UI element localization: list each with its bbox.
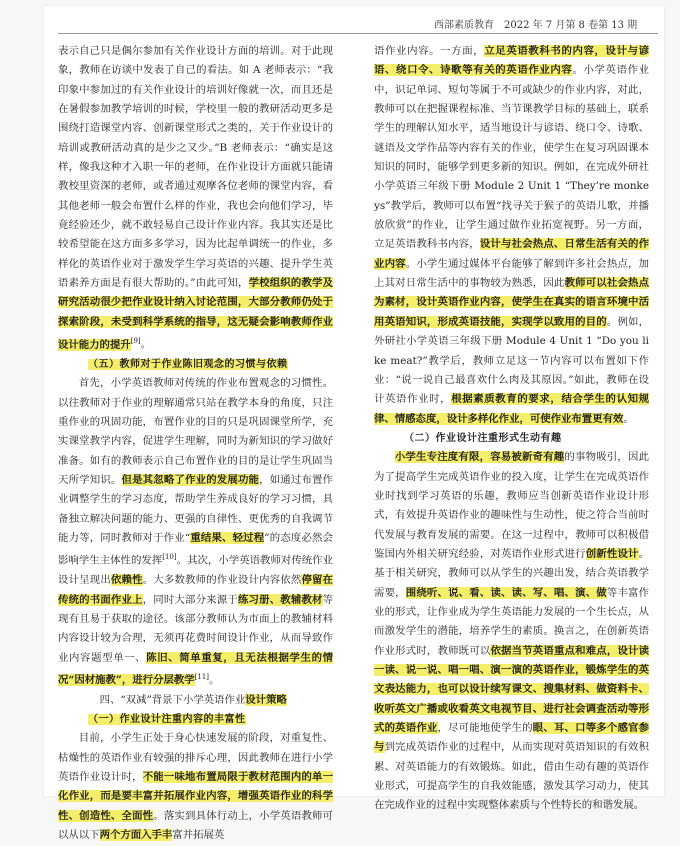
highlighted-text: 学校组织的教学及研究活动很少把作业设计纳入讨论范围，大部分教师仍处于探索阶段，未受到科学系统的指导，这无疑会影响教师作业设计能力的提升 bbox=[58, 277, 333, 351]
running-head: 西部素质教育 2022 年 7 月第 8 卷第 13 期 bbox=[434, 20, 638, 31]
paragraph-training bbox=[58, 42, 333, 355]
text-run: 。 bbox=[140, 338, 152, 351]
text-run: ，同时大部分来源于 bbox=[142, 593, 238, 606]
text-run: ”的态度必然会影响学生主体性的发挥 bbox=[58, 532, 334, 567]
highlighted-text: 教师可以社会热点为素材，设计英语作业内容，使学生在真实的语言环境中活用英语知识，形成英语技能，实现学以致用的目的 bbox=[374, 277, 650, 328]
text-run: 到完成英语作业的过程中，从而实现对英语知识的有效积累、对英语能力的有效锻炼。如此，借由生动有趣的英语作业形式，可提高学生的自我效能感，激发其学习动力，使其在完成作业的过程中实现整体素质与个性特长的和谐发展。 bbox=[374, 741, 650, 812]
text-run: 表示自己只是偶尔参加有关作业设计方面的培训。对于此现象，教师在访谈中发表了自己的看法。如 A 老师表示：“我印象中参加过的有关作业设计的培训好像就一次，而且还是在暑假参加教学培训的时候，学校里一般的教研活动更多是围绕打造课堂内容、创新课堂形式之类的，关于作业设计的培训或教研活动真的是少之又少。”B 老师表示：“确实是这样，像我这种才入职一年的老师，在作业设计方面就只能请教校里资深的老师，或者通过观摩各位老师的课堂内容，看其他老师一般会布置什么样的作业，我也会向他们学习，毕竟经验还少，就不敢轻易自己设计作业内容。我其实还是比较希望能在这方面多多学习，因为比起单调统一的作业，多样化的英语作业对于激发学生学习英语的兴趣、提升学生英语素养方面是有很大帮助的。”由此可知， bbox=[58, 45, 333, 290]
highlighted-heading: （一）作业设计注重内容的丰富性 bbox=[88, 714, 246, 726]
text-run: 。 bbox=[209, 674, 220, 687]
highlighted-text: 两个方面入手丰 bbox=[99, 829, 173, 842]
text-run: 。大多数教师的作业设计内容依然 bbox=[142, 574, 302, 587]
citation: [9] bbox=[130, 337, 141, 346]
highlighted-text: 停留在传统的书面作业上 bbox=[58, 574, 334, 606]
highlighted-text: 陈旧、简单重复，且无法根据学生的情况“因材施教”，进行分层教学 bbox=[58, 651, 333, 687]
highlighted-text: 设计与社会热点、日常生活有关的作业内容 bbox=[374, 238, 649, 270]
text-run: 的事物吸引，因此为了提高学生完成英语作业的投入度，让学生在完成英语作业时找到学习英语的乐趣，教师应当创新英语作业设计形式，有效提升英语作业的趣味性与生动性，使之符合当前时代发展与教育发展的需要。在这一过程中，教师可以积极借鉴国内外相关研究经验，对英语作业形式进行 bbox=[374, 451, 649, 560]
heading-text: 四、“双减”背景下小学英语作业 bbox=[99, 693, 246, 706]
highlighted-heading: 设计策略 bbox=[245, 693, 287, 706]
right-column bbox=[374, 42, 649, 816]
highlighted-text: 围绕听、说、看、读、读、写、唱、演、做 bbox=[405, 586, 607, 599]
heading-text: （二）作业设计注重形式生动有趣 bbox=[404, 432, 562, 444]
text-run: ，如通过布置作业调整学生的学习态度，帮助学生养成良好的学习习惯，具备独立解决问题的能力、更强的自律性、更优秀的自我调节能力等，同时教师对于作业“ bbox=[58, 474, 334, 545]
text-run: 。小学英语作业中，识记单词、短句等属于不可或缺少的作业内容，对此，教师可以在把握课程标准、当节课教学目标的基础上，联系学生的理解认知水平，适当地设计与谚语、绕口令、诗歌、谜语及文学作品等内容有关的作业，使学生在复习巩固课本知识的同时，能够学到更多新的知识。例如，在完成外研社小学英语三年级下册 Module 2 Unit 1 “They’re monkeys”教学后，教师可以布置“找寻关于猴子的英语儿歌，并播放欣赏”的作业，让学生通过做作业拓宽视野。另一方面，立足英语教科书内容， bbox=[374, 64, 650, 251]
text-run: 。例如，外研社小学英语三年级下册 Module 4 Unit 1 “Do you like meat?”教学后，教师立足这一节内容可以布置如下作业：“说一说自己最喜欢什么肉及其原因。”如此，教师在设计英语作业时， bbox=[374, 315, 650, 406]
highlighted-text: 立足英语教科书的内容，设计与谚语、绕口令、诗歌等有关的英语作业内容 bbox=[374, 45, 650, 77]
text-run: 语作业内容。一方面， bbox=[374, 45, 485, 57]
highlighted-text: 依赖性 bbox=[110, 574, 143, 587]
highlighted-text: 重结果、轻过程 bbox=[190, 532, 265, 545]
citation: [10] bbox=[162, 553, 177, 562]
highlighted-text: 小学生专注度有限，容易被新奇有趣 bbox=[394, 451, 565, 464]
journal-page bbox=[44, 6, 664, 842]
text-run: 首先，小学英语教师对传统的作业布置观念的习惯性。以往教师对于作业的理解通常只站在教学本身的角度，只注重作业的巩固功能，布置作业的目的只是巩固课堂所学，充实课堂教学内容，促进学生理解，同时为新知识的学习做好准备。如有的教师表示自己布置作业的目的是让学生巩固当天所学知识。 bbox=[58, 377, 333, 487]
text-run: 。其次，小学英语教师对传统作业设计呈现出 bbox=[58, 554, 333, 587]
paragraph-content bbox=[374, 42, 649, 429]
text-run: 等丰富作业的形式，让作业成为学生英语能力发展的一个生长点，从而激发学生的潜能，培养学生的素质。换言之，在创新英语作业形式时，教师既可以 bbox=[374, 586, 650, 657]
highlighted-text: 根据素质教育的要求，结合学生的认知规律、情感态度，设计多样化作业，可使作业布置更有效 bbox=[374, 393, 650, 425]
text-run: 富并拓展英 bbox=[172, 829, 225, 842]
citation: [11] bbox=[194, 672, 210, 681]
text-run: 。落实到具体行动上，小学英语教师可以从以下 bbox=[58, 809, 334, 842]
section-heading-4 bbox=[58, 691, 333, 710]
text-run: 目前，小学生正处于身心快速发展的阶段，对重复性、枯燥性的英语作业有较强的排斥心理，因此教师在进行小学英语作业设计时， bbox=[58, 732, 333, 784]
text-run: 等现有且易于获取的途径。该部分教师认为市面上的教辅材料内容设计较为合理，无须再花费时间设计作业，从而导致作业内容题型单一、 bbox=[58, 593, 334, 664]
highlighted-text: 不能一味地布置局限于教材范围内的单一化作业，而是要丰富并拓展作业内容，增强英语作业的科学性、创造性、全面性 bbox=[58, 771, 334, 822]
section-heading-4-2 bbox=[374, 429, 649, 448]
paragraph-habits bbox=[58, 374, 333, 690]
text-run: 。基于相关研究，教师可以从学生的兴趣出发，结合英语教学需要， bbox=[374, 547, 649, 599]
paragraph-richness bbox=[58, 729, 333, 845]
section-heading-5 bbox=[58, 355, 333, 374]
highlighted-heading: （五）教师对于作业陈旧观念的习惯与依赖 bbox=[88, 358, 288, 370]
paragraph-form bbox=[374, 448, 649, 816]
highlighted-text: 创新性设计 bbox=[585, 547, 639, 560]
text-run: 。 bbox=[623, 412, 634, 425]
highlighted-text: 但是其忽略了作业的发展功能 bbox=[121, 474, 260, 487]
header-rule bbox=[58, 33, 658, 34]
highlighted-text: 练习册、教辅教材 bbox=[237, 593, 323, 606]
text-run: ，尽可能地使学生的 bbox=[437, 722, 533, 735]
highlighted-text: 眼、耳、口等多个感官参与 bbox=[374, 722, 650, 754]
left-column bbox=[58, 42, 333, 846]
section-heading-4-1 bbox=[58, 710, 333, 729]
highlighted-text: 依据当节英语重点和难点，设计读一读、说一说、唱一唱、演一演的英语作业，锻炼学生的英文表达能力，也可以设计续写课文、搜集材料、做资料卡、收听英文广播或收看英文电视节目、进行社会调查活动等形式的英语作业 bbox=[374, 644, 650, 735]
text-run: 。小学生通过媒体平台能够了解到许多社会热点，加上其对日常生活中的事物较为熟悉，因此 bbox=[374, 257, 650, 290]
